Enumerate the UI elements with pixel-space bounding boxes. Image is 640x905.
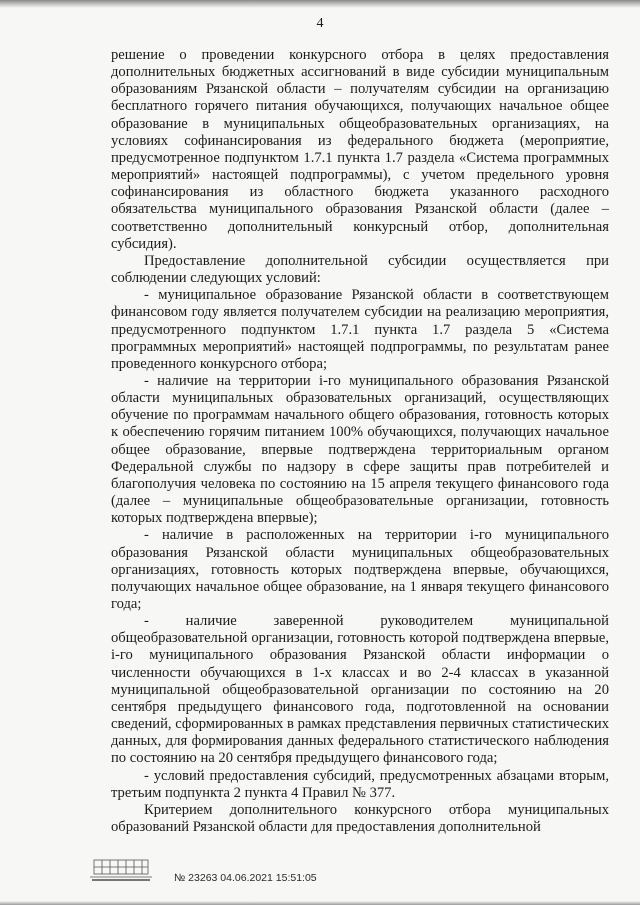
list-item: - муниципальное образование Рязанской области в соответствующем финансовом году является получателем субсидии на реализацию мероприятия, предусмотренного подпунктом 1.7.1 пункта 1.7 раздела 5 «Система программных мероприятий» настоящей подпрограммы, по результатам ранее проведенного конкурсного отбора;	[111, 287, 609, 372]
list-item: - наличие в расположенных на территории i-го муниципального образования Рязанской области муниципальных общеобразовательных организациях, готовность которых подтверждена впервые, обучающихся, получающих начальное общее образование, на 1 января текущего финансового года;	[111, 527, 609, 612]
page-number: 4	[316, 16, 324, 31]
paragraph: Предоставление дополнительной субсидии осуществляется при соблюдении следующих условий:	[111, 252, 609, 287]
registration-number: № 23263 04.06.2021 15:51:05	[174, 872, 317, 884]
list-item: - наличие заверенной руководителем муниципальной общеобразовательной организации, готовность которой подтверждена впервые, i-го муниципального образования Рязанской области информации о численности обучающихся в 1-х классах и во 2-4 классах в указанной муниципальной общеобразовательной организации по состоянию на 20 сентября предыдущего финансового года, подготовленной на основании сведений, сформированных в рамках представления первичных статистических данных, для формирования данных федерального статистического наблюдения по состоянию на 20 сентября предыдущего финансового года;	[111, 613, 609, 767]
scan-edge-top	[0, 0, 640, 8]
document-footer	[88, 858, 388, 890]
registry-stamp-icon	[88, 858, 154, 884]
list-item: - наличие на территории i-го муниципального образования Рязанской области муниципальных образовательных организаций, осуществляющих обучение по программам начального общего образования, готовность которых к обеспечению горячим питанием 100% обучающихся, получающих начальное общее образование, впервые подтверждена территориальным органом Федеральной службы по надзору в сфере защиты прав потребителей и благополучия человека по состоянию на 15 апреля текущего финансового года (далее – муниципальные общеобразовательные организации, готовность которых подтверждена впервые);	[111, 372, 609, 527]
document-body	[111, 47, 609, 836]
list-item: - условий предоставления субсидий, предусмотренных абзацами вторым, третьим подпункта 2 пункта 4 Правил № 377.	[111, 767, 609, 801]
paragraph: решение о проведении конкурсного отбора в целях предоставления дополнительных бюджетных ассигнований в виде субсидии муниципальным образованиям Рязанской области – получателям субсидии на организацию бесплатного горячего питания обучающихся, получающих начальное общее образование в муниципальных общеобразовательных организациях, на условиях софинансирования из федерального бюджета (мероприятие, предусмотренное подпунктом 1.7.1 пункта 1.7 раздела «Система программных мероприятий» настоящей подпрограммы), с учетом предельного уровня софинансирования из областного бюджета указанного расходного обязательства муниципального образования Рязанской области (далее – соответственно дополнительный конкурсный отбор, дополнительная субсидия).	[111, 47, 609, 252]
scan-edge-bottom	[0, 901, 640, 905]
paragraph: Критерием дополнительного конкурсного отбора муниципальных образований Рязанской области для предоставления дополнительной	[111, 801, 609, 836]
